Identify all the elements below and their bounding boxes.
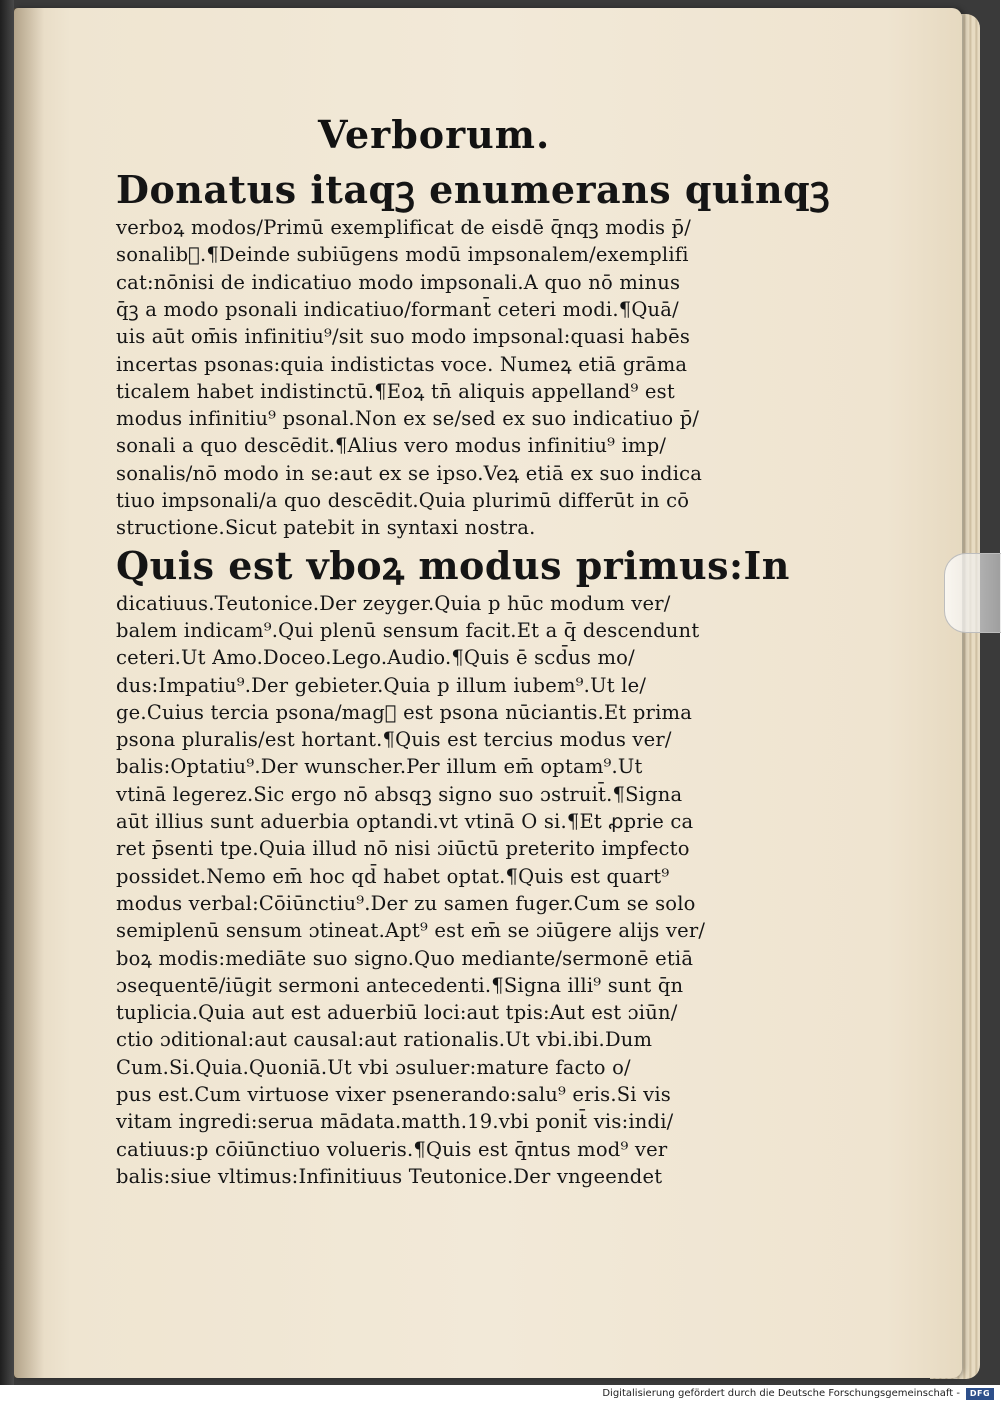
text-line: vtinā legerez.Sic ergo nō absqꝫ signo suo ɔstruit̄.¶Signa (116, 782, 683, 806)
text-line: boꝝ modis:mediāte suo signo.Quo mediante/sermonē etiā (116, 946, 694, 970)
text-line: structione.Sicut patebit in syntaxi nostra. (116, 516, 536, 540)
text-line: semiplenū sensum ɔtineat.Apt⁹ est em̄ se ɔiūgere alijs ver/ (116, 919, 706, 943)
funding-notice: Digitalisierung gefördert durch die Deutsche Forschungsgemeinschaft - (602, 1388, 960, 1399)
footer-bar (0, 1385, 1000, 1403)
text-line: balem indicam⁹.Qui plenū sensum facit.Et a q̄ descendunt (116, 618, 700, 642)
text-line: ceteri.Ut Amo.Doceo.Lego.Audio.¶Quis ē scd̄us mo/ (116, 646, 635, 670)
text-line: modus infinitiu⁹ psonal.Non ex se/sed ex suo indicatiuo p̄/ (116, 407, 700, 431)
text-line: dicatiuus.Teutonice.Der zeyger.Quia p hūc modum ver/ (116, 591, 671, 615)
text-line: q̄ꝫ a modo psonali indicatiuo/formant̄ ceteri modi.¶Quā/ (116, 297, 679, 321)
text-line: modus verbal:Cōiūnctiu⁹.Der zu samen fuger.Cum se solo (116, 891, 696, 915)
text-line: ticalem habet indistinctū.¶Eoꝝ tn̄ aliquis appelland⁹ est (116, 379, 675, 403)
text-line: aūt illius sunt aduerbia optandi.vt vtinā O si.¶Et ꝓprie ca (116, 810, 694, 833)
text-line: Cum.Si.Quia.Quoniā.Ut vbi ɔsuluer:mature facto o/ (116, 1055, 631, 1079)
gutter-shadow (14, 8, 44, 1378)
section-heading-line: Quis est vboꝝ modus primus:In (116, 542, 790, 588)
page-clip (944, 553, 1001, 633)
text-line: sonalis/nō modo in se:aut ex se ipso.Veꝝ etiā ex suo indica (116, 461, 703, 485)
text-line: ɔsequentē/iūgit sermoni antecedenti.¶Signa illi⁹ sunt q̄n (116, 973, 684, 997)
text-line: verboꝝ modos/Primū exemplificat de eisdē q̄nqꝫ modis p̄/ (116, 216, 692, 239)
dfg-logo: DFG (966, 1388, 994, 1400)
text-line: uis aūt om̄is infinitiu⁹/sit suo modo impsonal:quasi habēs (116, 325, 691, 349)
text-line: sonali a quo descēdit.¶Alius vero modus infinitiu⁹ imp/ (116, 434, 667, 458)
text-line: ge.Cuius tercia psona/mag᷒ est psona nūciantis.Et prima (116, 700, 693, 724)
text-line: ctio ɔditional:aut causal:aut rationalis.Ut vbi.ibi.Dum (116, 1028, 653, 1052)
text-line: catiuus:p cōiūnctiuo volueris.¶Quis est q̄ntus mod⁹ ver (116, 1137, 668, 1161)
book-cover-edge (0, 0, 14, 1385)
text-line: tiuo impsonali/a quo descēdit.Quia plurimū differūt in cō (116, 489, 690, 512)
text-line: balis:siue vltimus:Infinitiuus Teutonice.Der vngeendet (116, 1164, 663, 1188)
text-line: ret p̄senti tpe.Quia illud nō nisi ɔiūctū preterito impfecto (116, 837, 690, 861)
text-line: possidet.Nemo em̄ hoc qd̄ habet optat.¶Quis est quart⁹ (116, 864, 670, 888)
section-heading-line: Donatus itaqꝫ enumerans quinqꝫ (116, 167, 831, 212)
text-line: tuplicia.Quia aut est aduerbiū loci:aut tpis:Aut est ɔiūn/ (116, 1001, 678, 1025)
text-line: psona pluralis/est hortant.¶Quis est tercius modus ver/ (116, 728, 672, 752)
text-line: balis:Optatiu⁹.Der wunscher.Per illum em̄ optam⁹.Ut (116, 755, 643, 779)
text-line: sonalib᷑.¶Deinde subiūgens modū impsonalem/exemplifi (116, 243, 689, 267)
text-line: incertas psonas:quia indistictas voce. Numeꝝ etiā grāma (116, 352, 688, 376)
text-line: vitam ingredi:serua mādata.matth.19.vbi ponit̄ vis:indi/ (116, 1110, 674, 1134)
text-line: cat:nōnisi de indicatiuo modo impsonali.A quo nō minus (116, 270, 681, 294)
text-line: pus est.Cum virtuose vixer psenerando:salu⁹ eris.Si vis (116, 1083, 671, 1106)
page-heading: Verborum. (318, 112, 551, 157)
text-line: dus:Impatiu⁹.Der gebieter.Quia p illum iubem⁹.Ut le/ (116, 673, 647, 697)
